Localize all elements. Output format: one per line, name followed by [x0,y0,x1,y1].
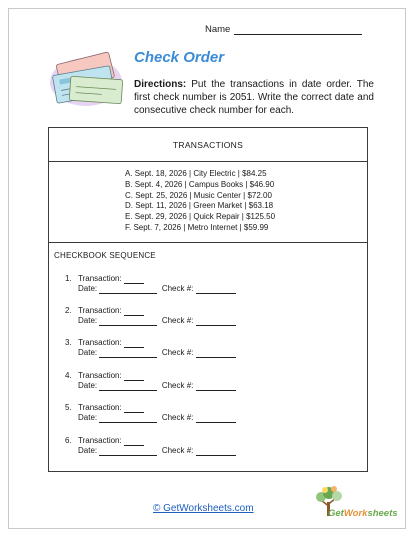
date-label: Date: [78,381,98,390]
transaction-blank[interactable] [124,372,144,381]
date-label: Date: [78,413,98,422]
date-label: Date: [78,446,98,455]
sequence-item [65,403,236,423]
transaction-blank[interactable] [124,404,144,413]
check-illustration-icon [46,48,128,110]
item-number: 1. [65,274,72,283]
directions-label: Directions: [134,79,187,90]
date-blank[interactable] [99,447,157,456]
check-blank[interactable] [196,349,236,358]
transaction-blank[interactable] [124,339,144,348]
footer-link[interactable]: © GetWorksheets.com [153,503,254,514]
logo-text-get: Get [328,508,344,519]
sequence-heading: CHECKBOOK SEQUENCE [54,251,156,260]
directions-text: Put the transactions in date order. The first check number is 2051. Write the correct date and consecutive check number for each. [134,79,374,116]
item-number: 4. [65,371,72,380]
section-divider [49,242,367,243]
date-blank[interactable] [99,317,157,326]
transaction-label: Transaction: [78,403,122,412]
check-label: Check #: [161,284,194,293]
name-line[interactable] [234,25,362,35]
transaction-item: B. Sept. 4, 2026 | Campus Books | $46.90 [125,179,275,189]
date-blank[interactable] [99,414,157,423]
transactions-heading: TRANSACTIONS [49,128,367,162]
worksheet-box [48,127,368,472]
name-label: Name [205,24,231,35]
transaction-blank[interactable] [124,437,144,446]
item-number: 2. [65,306,72,315]
check-label: Check #: [161,413,194,422]
logo-text [328,508,398,519]
check-blank[interactable] [196,382,236,391]
name-field [205,24,362,35]
item-number: 3. [65,338,72,347]
logo-text-sheets: sheets [367,508,398,519]
date-label: Date: [78,316,98,325]
transaction-blank[interactable] [124,307,144,316]
transactions-list [125,169,275,234]
transaction-item: C. Sept. 25, 2026 | Music Center | $72.00 [125,190,272,200]
sequence-item [65,371,236,391]
transaction-item: A. Sept. 18, 2026 | City Electric | $84.25 [125,169,267,178]
date-blank[interactable] [99,285,157,294]
check-blank[interactable] [196,285,236,294]
directions [134,78,374,117]
date-label: Date: [78,284,98,293]
sequence-item [65,274,236,294]
check-label: Check #: [161,446,194,455]
check-label: Check #: [161,348,194,357]
item-number: 6. [65,436,72,445]
transaction-label: Transaction: [78,306,122,315]
check-blank[interactable] [196,317,236,326]
date-blank[interactable] [99,349,157,358]
sequence-item [65,306,236,326]
check-label: Check #: [161,316,194,325]
worksheet-title: Check Order [134,49,225,66]
transaction-item: E. Sept. 29, 2026 | Quick Repair | $125.50 [125,212,276,222]
check-blank[interactable] [196,414,236,423]
transaction-label: Transaction: [78,338,122,347]
item-number: 5. [65,403,72,412]
transaction-label: Transaction: [78,371,122,380]
check-label: Check #: [161,381,194,390]
date-blank[interactable] [99,382,157,391]
transaction-blank[interactable] [124,275,144,284]
transaction-label: Transaction: [78,274,122,283]
logo-text-work: Work [343,508,368,519]
sequence-item [65,338,236,358]
transaction-item: D. Sept. 11, 2026 | Green Market | $63.18 [125,201,274,211]
check-blank[interactable] [196,447,236,456]
sequence-item [65,436,236,456]
date-label: Date: [78,348,98,357]
transaction-label: Transaction: [78,436,122,445]
transaction-item: F. Sept. 7, 2026 | Metro Internet | $59.99 [125,222,269,232]
